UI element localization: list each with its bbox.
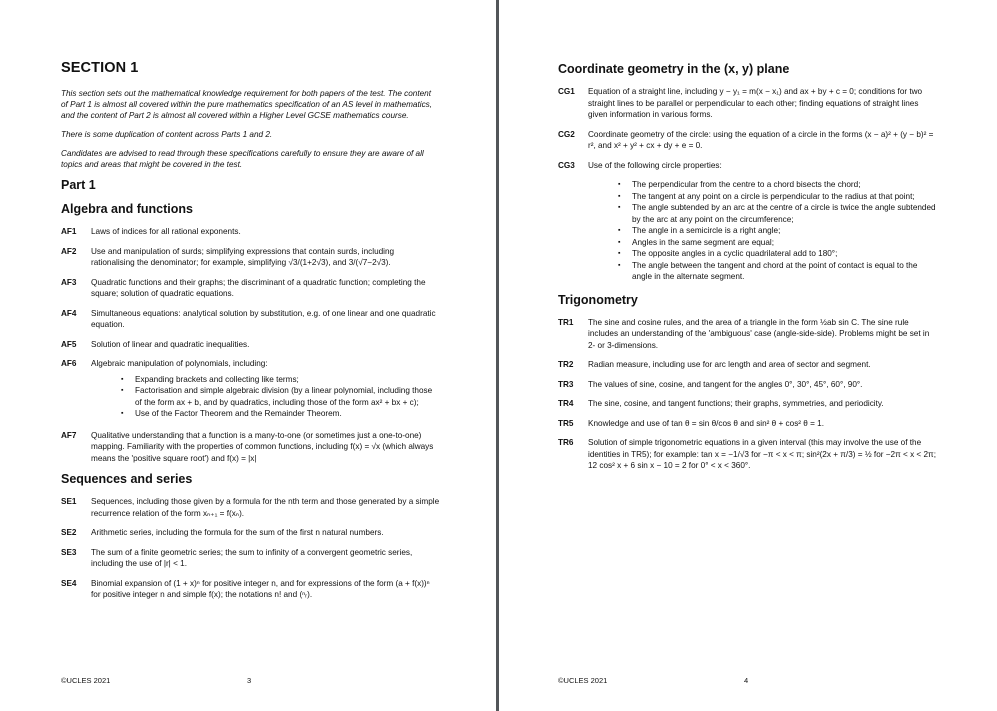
- item-code: CG1: [558, 87, 575, 96]
- spec-item: [558, 86, 937, 121]
- copyright-text: ©UCLES 2021: [558, 676, 608, 685]
- spec-item: [61, 578, 440, 601]
- list-item: ▪ The angle in a semicircle is a right angle;: [618, 225, 937, 237]
- trigonometry-heading: Trigonometry: [558, 292, 638, 307]
- spec-item: [61, 547, 440, 570]
- sequences-heading: Sequences and series: [61, 472, 193, 486]
- item-code: TR1: [558, 317, 574, 327]
- item-code: SE3: [61, 547, 77, 557]
- item-code: CG3: [558, 160, 575, 170]
- document-page-4: [499, 0, 997, 711]
- spec-item: [558, 379, 937, 391]
- spec-item: [558, 160, 937, 172]
- spec-item: [61, 527, 440, 539]
- spec-item: [61, 358, 440, 370]
- item-text: Laws of indices for all rational exponents.: [91, 227, 241, 236]
- spec-item: [558, 437, 937, 472]
- page-number: 4: [744, 676, 749, 685]
- list-item: ▪ Factorisation and simple algebraic division (by a linear polynomial, including those of the form ax + b, and by quadratics, including those of the form ax² + bx + c);: [121, 385, 440, 408]
- item-code: TR3: [558, 379, 574, 389]
- spec-item: [558, 129, 937, 152]
- page-content: [61, 60, 440, 609]
- item-text: Algebraic manipulation of polynomials, including:: [91, 359, 268, 368]
- page-footer: [61, 676, 440, 685]
- item-text: Equation of a straight line, including y − y₁ = m(x − x₁) and ax + by + c = 0; conditions for two straight lines to be parallel or perpendicular to each other; finding equations of straight lines given information in various forms.: [588, 87, 923, 119]
- item-text: Radian measure, including use for arc length and area of sector and segment.: [588, 360, 871, 369]
- item-code: AF2: [61, 246, 77, 256]
- item-text: Qualitative understanding that a function is a many-to-one (or sometimes just a one-to-one) mapping. Familiarity with the properties of common functions, including f(x) = √x (which always means the 'positive square root') and f(x) = |x|: [91, 430, 434, 463]
- item-code: AF5: [61, 339, 77, 349]
- item-text: Arithmetic series, including the formula for the sum of the first n natural numbers.: [91, 528, 384, 537]
- spec-item: [558, 398, 937, 410]
- spec-item: [61, 277, 440, 300]
- item-code: TR6: [558, 438, 574, 447]
- item-text: Use and manipulation of surds; simplifying expressions that contain surds, including rationalising the denominator; for example, simplifying √3/(1+2√3), and 3/(√7−2√3).: [91, 246, 395, 267]
- item-text: Sequences, including those given by a formula for the nth term and those generated by a simple recurrence relation of the form xₙ₊₁ = f(xₙ).: [91, 497, 440, 518]
- list-item: ▪ Angles in the same segment are equal;: [618, 237, 937, 249]
- item-code: SE4: [61, 578, 77, 588]
- list-item: ▪ The angle subtended by an arc at the centre of a circle is twice the angle subtended by the arc at any point on the circumference;: [618, 202, 937, 225]
- item-code: AF6: [61, 359, 77, 368]
- spec-item: [61, 246, 440, 269]
- intro-paragraph: This section sets out the mathematical knowledge requirement for both papers of the test. The content of Part 1 is almost all covered within the pure mathematics specification of an AS level in mathematics, and the content of Part 2 is almost all covered within a Higher Level GCSE mathematics course.: [61, 89, 433, 120]
- item-code: SE2: [61, 528, 77, 537]
- spec-item: [61, 496, 440, 519]
- item-text: Solution of simple trigonometric equations in a given interval (this may involve the use of the identities in TR5); for example: tan x = −1/√3 for −π < x < π; sin²(2x + π/3) = ½ for −2π < x < 2π; 12 cos² x + 6 sin x − 10 = 2 for 0° < x < 360°.: [588, 438, 936, 470]
- page-number: 3: [247, 676, 252, 685]
- item-text: The sum of a finite geometric series; the sum to infinity of a convergent geometric series, including the use of |r| < 1.: [91, 547, 413, 568]
- page-footer: [558, 676, 941, 685]
- item-text: Knowledge and use of tan θ = sin θ/cos θ and sin² θ + cos² θ = 1.: [588, 418, 824, 428]
- item-code: CG2: [558, 129, 575, 139]
- list-item: ▪ Expanding brackets and collecting like terms;: [121, 374, 440, 386]
- spec-item: [558, 418, 937, 430]
- item-text: Quadratic functions and their graphs; the discriminant of a quadratic function; completing the square; solution of quadratic equations.: [91, 277, 426, 298]
- spec-item: [61, 308, 440, 331]
- item-code: AF4: [61, 308, 77, 318]
- list-item: ▪ The perpendicular from the centre to a chord bisects the chord;: [618, 179, 937, 191]
- list-item: ▪ The tangent at any point on a circle is perpendicular to the radius at that point;: [618, 191, 937, 203]
- intro-paragraph: There is some duplication of content across Parts 1 and 2.: [61, 130, 273, 139]
- spec-item: [61, 226, 440, 238]
- spec-item: [61, 430, 440, 465]
- item-text: Coordinate geometry of the circle: using the equation of a circle in the forms (x − a)² + (y − b)² = r², and x² + y² + cx + dy + e = 0.: [588, 129, 934, 150]
- page-content: [558, 60, 937, 480]
- item-code: TR5: [558, 418, 574, 428]
- list-item: ▪ The opposite angles in a cyclic quadrilateral add to 180°;: [618, 248, 937, 260]
- algebra-heading: Algebra and functions: [61, 202, 193, 216]
- af6-bullet-list: [121, 374, 440, 420]
- spec-item: [558, 359, 937, 371]
- item-text: Use of the following circle properties:: [588, 160, 722, 170]
- item-text: The sine and cosine rules, and the area of a triangle in the form ½ab sin C. The sine rule includes an understanding of the 'ambiguous' case (angle-side-side). Problems might be set in 2- or 3-dimensions.: [588, 317, 930, 350]
- section-title: SECTION 1: [61, 60, 139, 76]
- item-code: TR2: [558, 360, 574, 369]
- item-text: Simultaneous equations: analytical solution by substitution, e.g. of one linear and one quadratic equation.: [91, 308, 436, 329]
- coordinate-geometry-heading: Coordinate geometry in the (x, y) plane: [558, 62, 790, 76]
- spec-item: [61, 339, 440, 351]
- item-code: AF3: [61, 277, 77, 287]
- item-code: TR4: [558, 399, 574, 408]
- copyright-text: ©UCLES 2021: [61, 676, 111, 685]
- document-page-3: [0, 0, 496, 711]
- cg3-bullet-list: [618, 179, 937, 283]
- item-text: The sine, cosine, and tangent functions; their graphs, symmetries, and periodicity.: [588, 399, 884, 408]
- list-item: ▪ Use of the Factor Theorem and the Remainder Theorem.: [121, 408, 440, 420]
- list-item: ▪ The angle between the tangent and chord at the point of contact is equal to the angle in the alternate segment.: [618, 260, 937, 283]
- item-code: AF7: [61, 430, 77, 440]
- intro-paragraph: Candidates are advised to read through these specifications carefully to ensure they are aware of all topics and areas that might be covered in the test.: [61, 149, 424, 169]
- item-text: The values of sine, cosine, and tangent for the angles 0°, 30°, 45°, 60°, 90°.: [588, 379, 863, 389]
- spec-item: [558, 317, 937, 352]
- item-code: SE1: [61, 497, 77, 506]
- part-title: Part 1: [61, 178, 96, 192]
- item-text: Binomial expansion of (1 + x)ⁿ for positive integer n, and for expressions of the form (a + f(x))ⁿ for positive integer n and simple f(x); the notations n! and (ⁿᵣ).: [91, 578, 430, 599]
- item-code: AF1: [61, 227, 77, 236]
- item-text: Solution of linear and quadratic inequalities.: [91, 339, 250, 349]
